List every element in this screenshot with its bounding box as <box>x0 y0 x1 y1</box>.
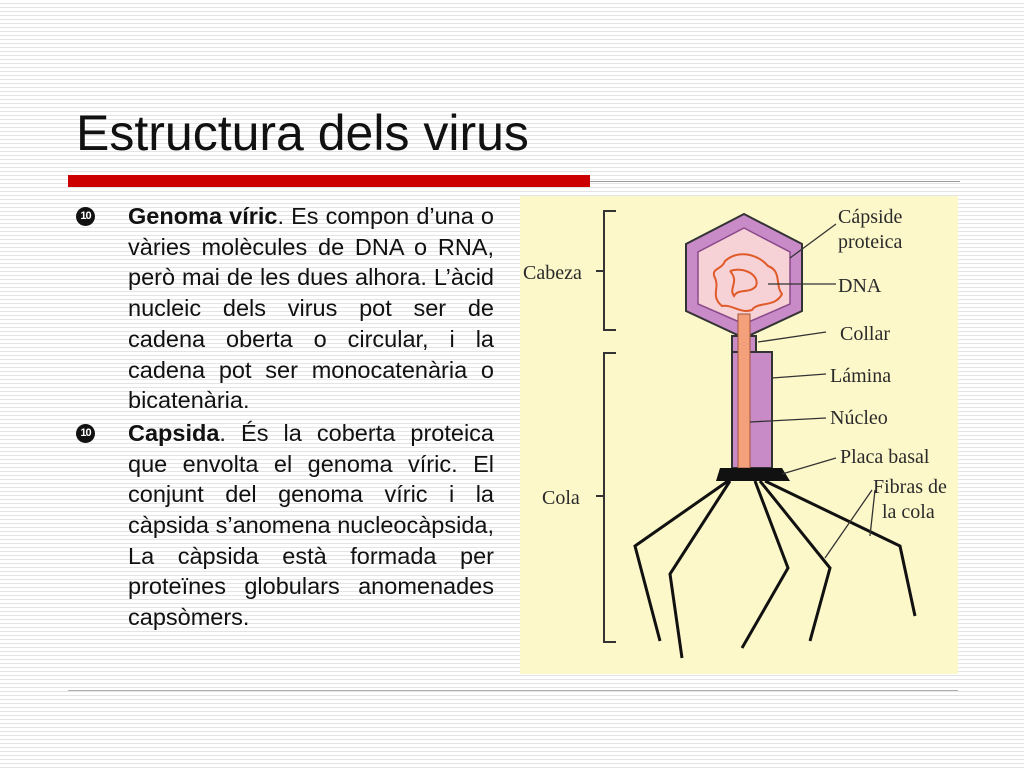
bullet-term: Genoma víric <box>128 203 278 229</box>
placa-basal-label: Placa basal <box>840 446 930 468</box>
cabeza-label: Cabeza <box>523 262 582 284</box>
bullet-text: . Es compon d’una o vàries molècules de DNA o RNA, però mai de les dues alhora. L’àcid nucleic dels virus pot ser de cadena oberta o circular, i la cadena pot ser monocatenària o bicatenària. <box>128 203 494 414</box>
fibras-label-line2: la cola <box>882 501 935 523</box>
title-divider-line <box>590 181 960 182</box>
tail-core <box>738 314 750 468</box>
bullet-genoma <box>76 201 494 416</box>
baseplate <box>716 468 790 481</box>
nucleo-label: Núcleo <box>830 407 888 429</box>
collar-label: Collar <box>840 323 890 345</box>
bacteriophage-illustration <box>520 196 958 674</box>
bullet-marker-icon: 10 <box>76 424 95 443</box>
footer-divider-line <box>68 690 958 691</box>
slide-title: Estructura dels virus <box>76 105 529 161</box>
capside-label-line2: proteica <box>838 231 903 253</box>
bullet-text: . És la coberta proteica que envolta el genoma víric. El conjunt del genoma víric i la càpsida s’anomena nucleocàpsida, La càpsida està formada per proteïnes globulars anomenades capsòmers. <box>128 419 494 631</box>
bullet-list <box>76 201 494 635</box>
bullet-marker-icon: 10 <box>76 207 95 226</box>
bacteriophage-diagram <box>520 196 958 674</box>
capside-label-line1: Cápside <box>838 206 903 228</box>
cola-bracket <box>604 353 616 642</box>
bullet-capsida <box>76 418 494 633</box>
dna-label: DNA <box>838 275 882 297</box>
bullet-term: Capsida <box>128 419 220 446</box>
cola-label: Cola <box>542 487 580 509</box>
fibras-label-line1: Fibras de <box>873 476 947 498</box>
title-accent-bar <box>68 175 590 187</box>
lamina-label: Lámina <box>830 365 892 387</box>
cabeza-bracket <box>604 211 616 330</box>
